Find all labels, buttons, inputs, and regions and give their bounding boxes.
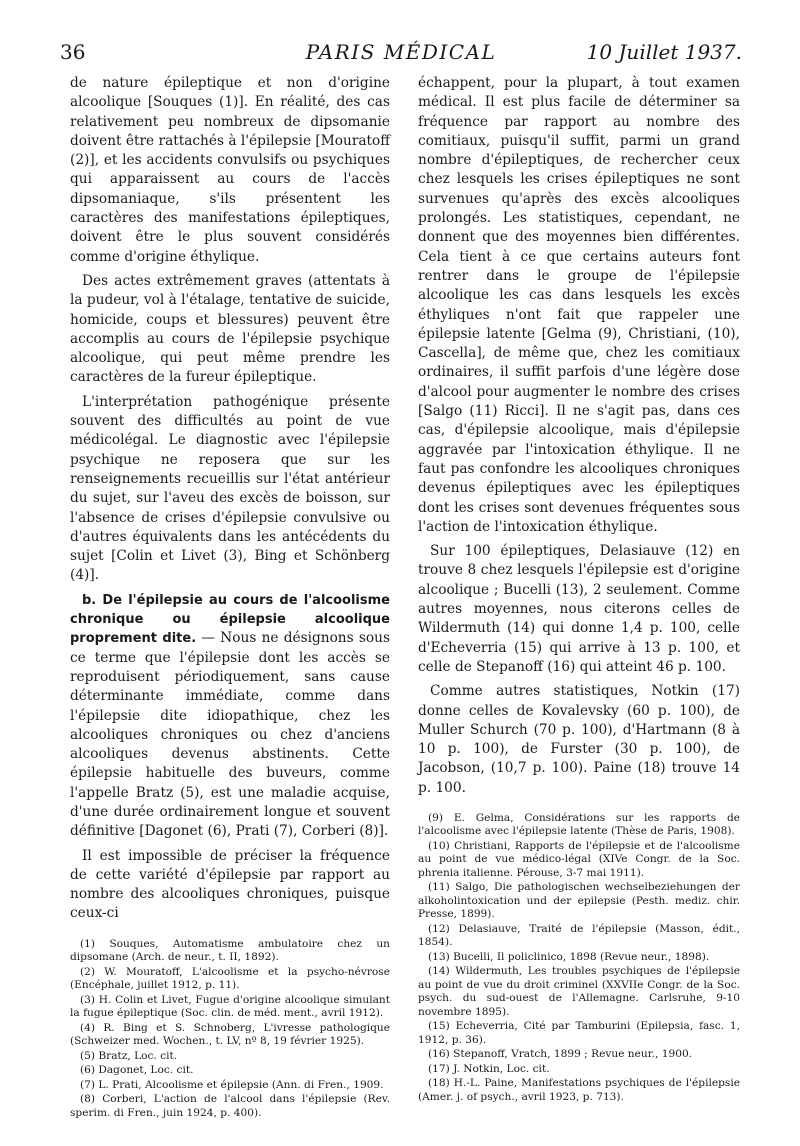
issue-date: 10 Juillet 1937.: [586, 40, 742, 64]
footnote: (10) Christiani, Rapports de l'épilepsie et de l'alcoolisme au point de vue médico-légal (XIVe Congr. de la Soc. phrenia italienne. Pérouse, 3-7 mai 1911).: [418, 839, 740, 879]
footnote: (5) Bratz, Loc. cit.: [80, 1049, 178, 1062]
section-text: — Nous ne désignons sous ce terme que l'épilepsie dont les accès se reproduisent périodiquement, sans cause déterminante immédiate, comme dans l'épilepsie dite idiopathique, chez les alcooliques chroniques ou chez d'anciens alcooliques devenus abstinents. Cette épilepsie habituelle des buveurs, comme l'appelle Bratz (5), est une maladie acquise, d'une durée ordinairement longue et souvent définitive [Dagonet (6), Prati (7), Corberi (8)].: [70, 630, 390, 840]
footnotes-right: [418, 812, 740, 1105]
paragraph: de nature épileptique et non d'origine alcoolique [Souques (1)]. En réalité, des cas relativement peu nombreux de dipsomanie doivent être rattachés à l'épilepsie [Mouratoff (2)], et les accidents convulsifs ou psychiques qui apparaissent au cours de l'accès dipsomaniaque, s'ils présentent les caractères des manifestations épileptiques, doivent être le plus souvent considérés comme d'origine éthylique.: [70, 75, 390, 265]
footnote: (9) E. Gelma, Considérations sur les rapports de l'alcoolisme avec l'épilepsie latente (Thèse de Paris, 1908).: [418, 811, 740, 838]
footnote: (14) Wildermuth, Les troubles psychiques de l'épilepsie au point de vue du droit criminel (XXVIIe Congr. de la Soc. psych. du sud-ouest de l'Allemagne. Carlsruhe, 9-10 novembre 1895).: [418, 965, 740, 1018]
paragraph: échappent, pour la plupart, à tout examen médical. Il est plus facile de déterminer sa fréquence par rapport au nombre des comitiaux, puisqu'il suffit, parmi un grand nombre d'épileptiques, de rechercher ceux chez lesquels les crises épileptiques ne sont survenues qu'après des excès alcooliques prolongés. Les statistiques, cependant, ne donnent que des moyennes bien différentes. Cela tient à ce que certains auteurs font rentrer dans le groupe de l'épilepsie alcoolique les cas dans lesquels les excès éthyliques n'ont fait que rappeler une épilepsie latente [Gelma (9), Christiani, (10), Cascella], de même que, chez les comitiaux ordinaires, il suffit parfois d'une légère dose d'alcool pour augmenter le nombre des crises [Salgo (11) Ricci]. Il ne s'agit pas, dans ces cas, d'épilepsie alcoolique, mais d'épilepsie aggravée par l'intoxication éthylique. Il ne faut pas confondre les alcooliques chroniques devenus épileptiques avec les épileptiques dont les crises sont devenues fréquentes sous l'action de l'intoxication éthylique.: [418, 75, 740, 535]
footnote: (11) Salgo, Die pathologischen wechselbeziehungen der alkoholintoxication und der epilepsie (Pesth. mediz. chir. Presse, 1899).: [418, 881, 740, 921]
section-paragraph: [70, 591, 390, 842]
footnotes-left: [70, 938, 390, 1121]
paragraph: Des actes extrêmement graves (attentats à la pudeur, vol à l'étalage, tentative de suicide, homicide, coups et blessures) peuvent être accomplis au cours de l'épilepsie psychique alcoolique, qui peut même prendre les caractères de la fureur épileptique.: [70, 272, 390, 386]
footnote: (7) L. Prati, Alcoolisme et épilepsie (Ann. di Fren., 1909.: [80, 1078, 384, 1091]
footnote: (4) R. Bing et S. Schnoberg, L'ivresse pathologique (Schweizer med. Wochen., t. LV, nº 8, 19 février 1925).: [70, 1021, 390, 1048]
footnote: (1) Souques, Automatisme ambulatoire chez un dipsomane (Arch. de neur., t. II, 1892).: [70, 937, 390, 964]
left-column: [70, 74, 390, 1121]
paragraph: L'interprétation pathogénique présente souvent des difficultés au point de vue médicolégal. Le diagnostic avec l'épilepsie psychique ne reposera que sur les renseignements recueillis sur l'état antérieur du sujet, sur l'aveu des excès de boisson, sur l'absence de crises d'épilepsie convulsive ou d'autres équivalents dans les antécédents du sujet [Colin et Livet (3), Bing et Schönberg (4)].: [70, 393, 390, 584]
footnote: (18) H.-L. Paine, Manifestations psychiques de l'épilepsie (Amer. j. of psych., avril 1923, p. 713).: [418, 1077, 740, 1103]
journal-title: PARIS MÉDICAL: [305, 40, 497, 64]
paragraph: Comme autres statistiques, Notkin (17) donne celles de Kovalevsky (60 p. 100), de Muller Schurch (70 p. 100), d'Hartmann (8 à 10 p. 100), de Furster (30 p. 100), de Jacobson, (10,7 p. 100). Paine (18) trouve 14 p. 100.: [418, 683, 740, 796]
footnote: (13) Bucelli, Il policlinico, 1898 (Revue neur., 1898).: [428, 950, 710, 963]
page-header: [60, 40, 742, 70]
footnote: (12) Delasiauve, Traité de l'épilepsie (Masson, édit., 1854).: [418, 922, 740, 949]
footnote: (3) H. Colin et Livet, Fugue d'origine alcoolique simulant la fugue épileptique (Soc. clin. de méd. ment., avril 1912).: [70, 993, 390, 1020]
page-number: 36: [60, 40, 86, 64]
section-heading: b. De l'épilepsie au cours de l'alcoolisme chronique ou épilepsie alcoolique proprement dite.: [70, 592, 390, 647]
footnote: (17) J. Notkin, Loc. cit.: [428, 1062, 550, 1075]
footnote: (16) Stepanoff, Vratch, 1899 ; Revue neur., 1900.: [428, 1048, 693, 1061]
footnote: (8) Corberi, L'action de l'alcool dans l'épilepsie (Rev. sperim. di Fren., juin 1924, p. 400).: [70, 1093, 390, 1119]
footnote: (2) W. Mouratoff, L'alcoolisme et la psycho-névrose (Encéphale, juillet 1912, p. 11).: [70, 965, 390, 992]
footnote: (6) Dagonet, Loc. cit.: [80, 1064, 194, 1077]
paragraph: Sur 100 épileptiques, Delasiauve (12) en trouve 8 chez lesquels l'épilepsie est d'origine alcoolique ; Bucelli (13), 2 seulement. Comme autres moyennes, nous citerons celles de Wildermuth (14) qui donne 1,4 p. 100, celle d'Echeverria (15) qui arrive à 13 p. 100, et celle de Stepanoff (16) qui atteint 46 p. 100.: [418, 543, 740, 675]
paragraph: Il est impossible de préciser la fréquence de cette variété d'épilepsie par rapport au nombre des alcooliques chroniques, puisque ceux-ci: [70, 847, 390, 922]
footnote: (15) Echeverria, Cité par Tamburini (Epilepsia, fasc. 1, 1912, p. 36).: [418, 1020, 740, 1046]
right-column: [418, 74, 740, 1105]
